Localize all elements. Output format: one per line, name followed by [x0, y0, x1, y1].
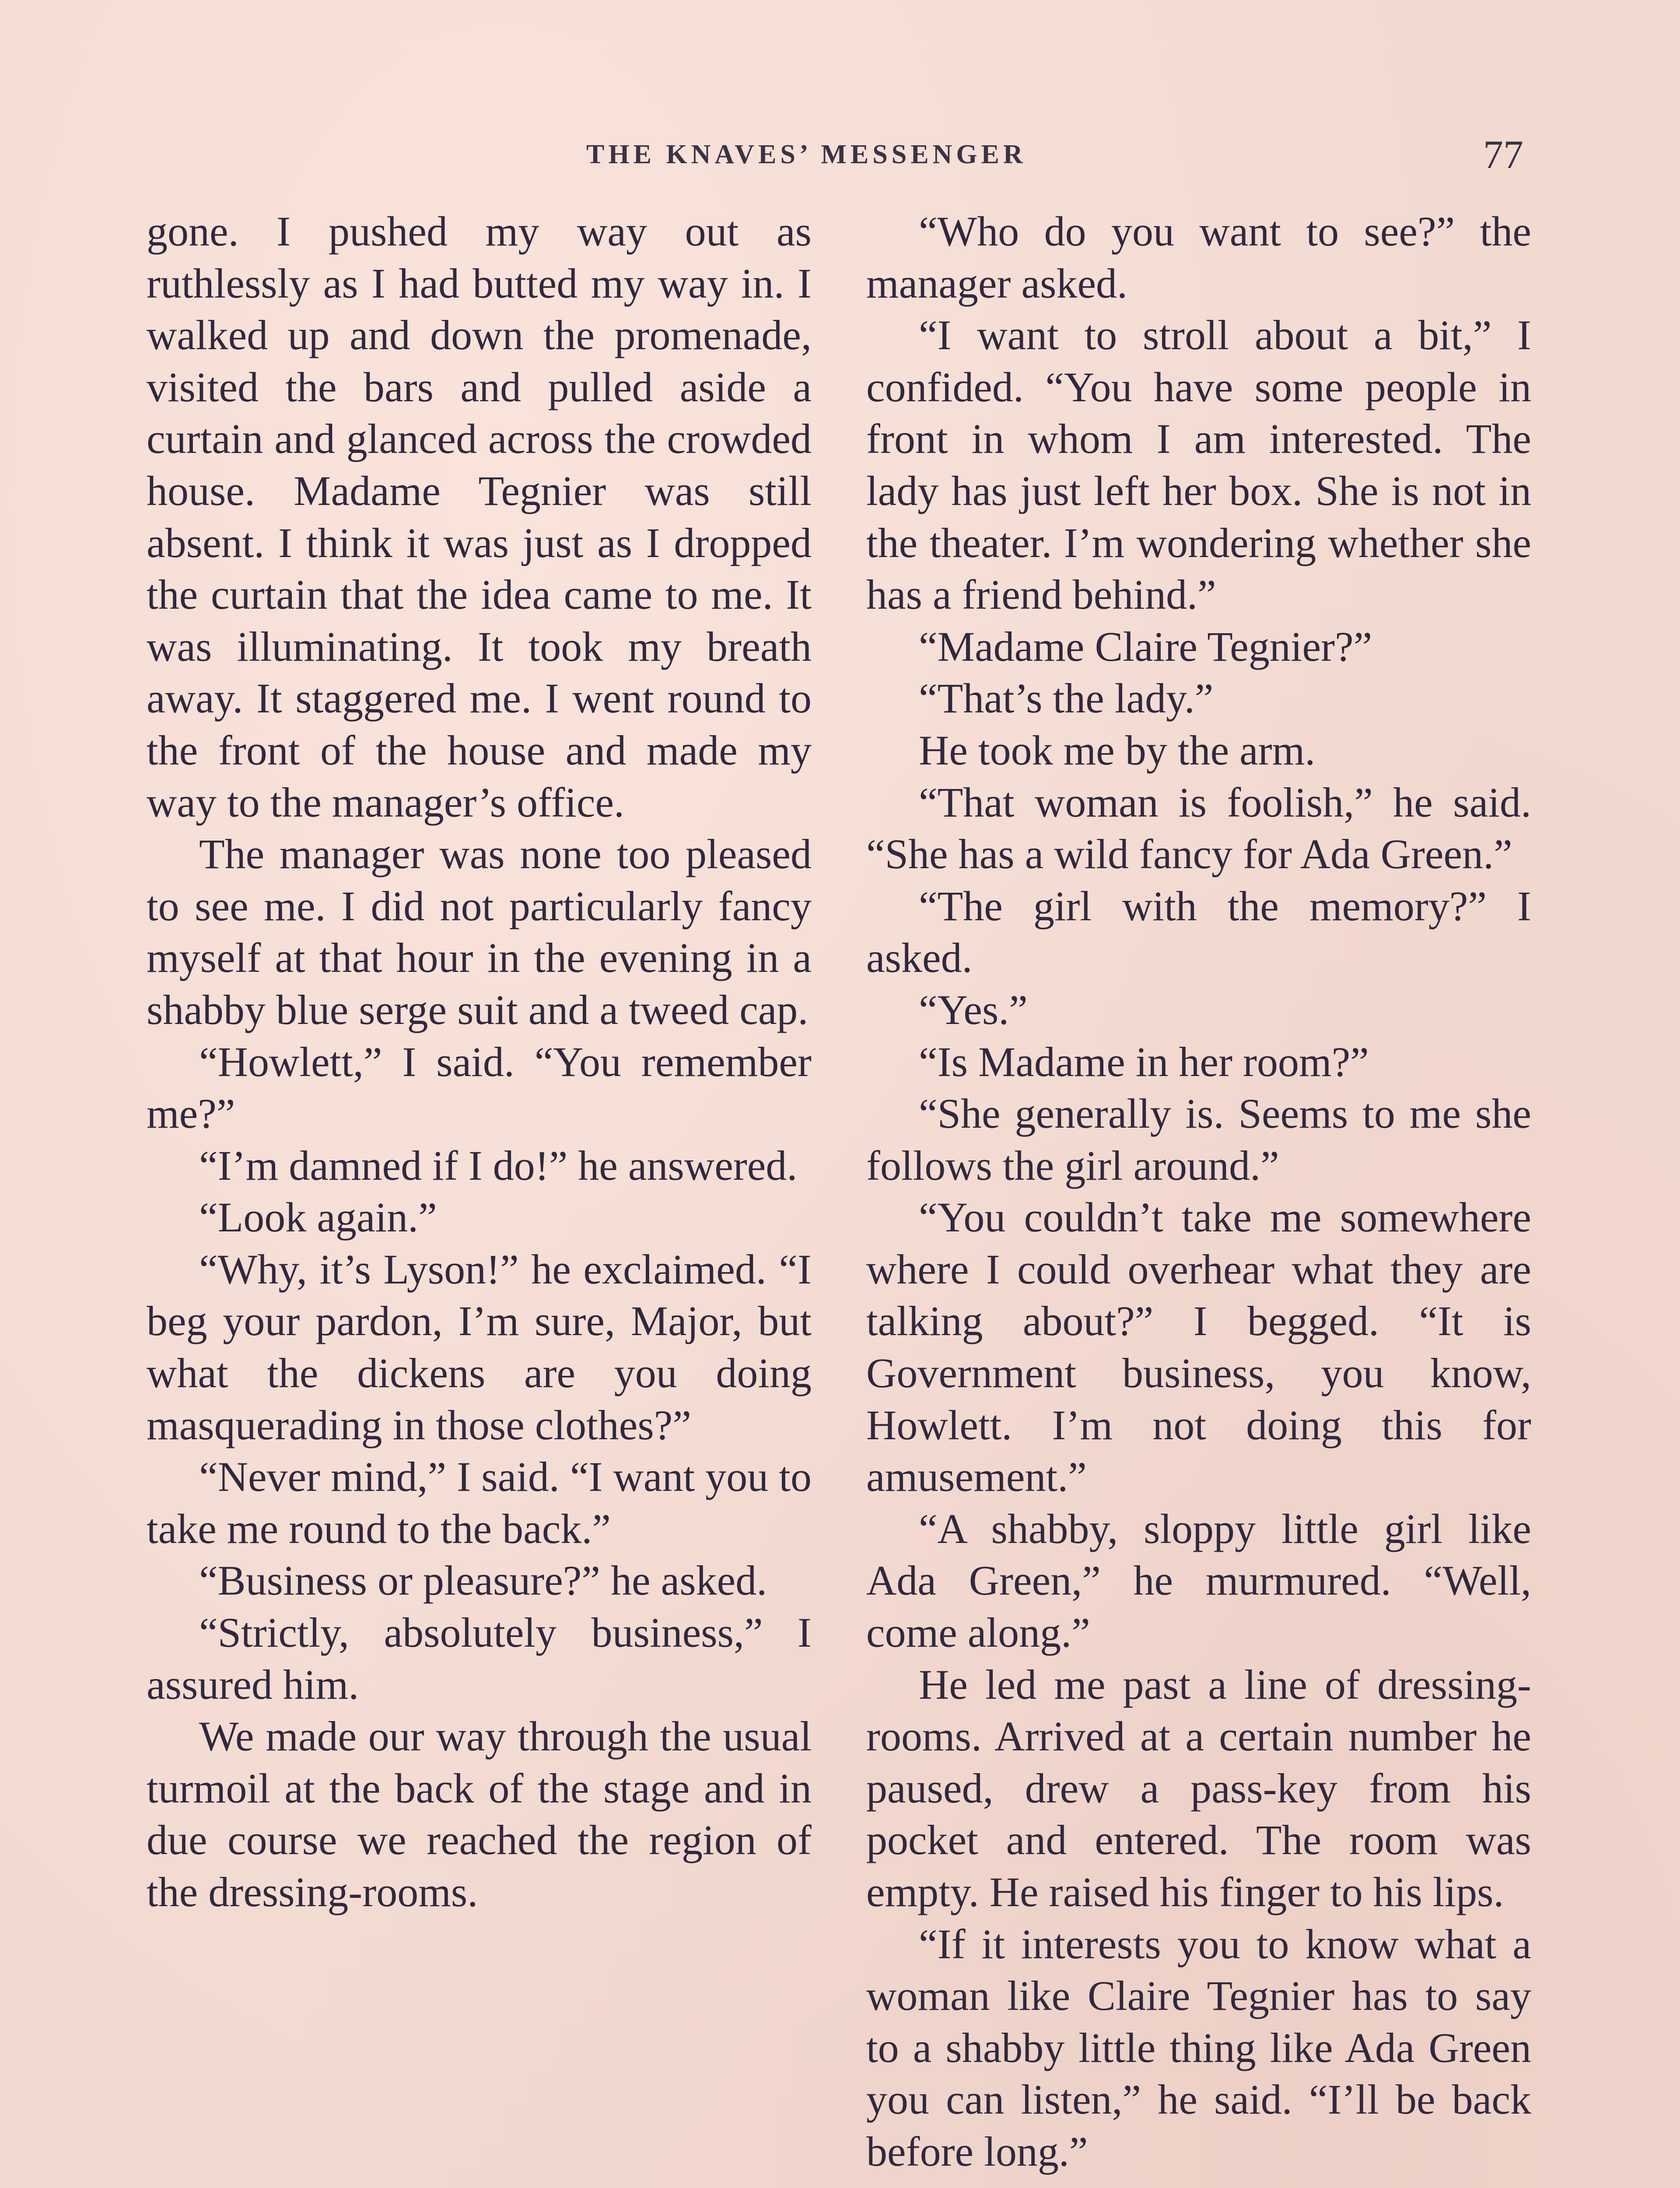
paragraph: We made our way through the usual turmoil at the back of the stage and in due course we reached the region of the dressing-rooms.: [147, 1713, 812, 1915]
paragraph: “Madame Claire Tegnier?”: [919, 623, 1372, 670]
paragraph: “I’m damned if I do!” he answered.: [199, 1142, 798, 1189]
paragraph: “That woman is foolish,” he said. “She has a wild fancy for Ada Green.”: [866, 778, 1531, 878]
paragraph: “Is Madame in her room?”: [919, 1038, 1369, 1085]
left-text-column: [147, 206, 812, 1918]
paragraph: “You couldn’t take me somewhere where I could overhear what they are talking about?” I begged. “It is Government business, you know, Howlett. I’m not doing this for amusement.”: [866, 1194, 1531, 1501]
paragraph: “A shabby, sloppy little girl like Ada Green,” he murmured. “Well, come along.”: [866, 1505, 1531, 1656]
right-text-column: [866, 206, 1531, 2178]
paragraph: “I want to stroll about a bit,” I confided. “You have some people in front in whom I am interested. The lady has just left her box. She is not in the theater. I’m wondering whether she has a friend behind.”: [866, 312, 1531, 618]
paragraph: He led me past a line of dressing-rooms. Arrived at a certain number he paused, drew a pass-key from his pocket and entered. The room was empty. He raised his finger to his lips.: [866, 1661, 1531, 1915]
paragraph: He took me by the arm.: [919, 726, 1316, 774]
paragraph: “The girl with the memory?” I asked.: [866, 882, 1531, 982]
paragraph: “Howlett,” I said. “You remember me?”: [147, 1038, 812, 1137]
paragraph: “Look again.”: [199, 1194, 437, 1241]
paragraph: gone. I pushed my way out as ruthlessly as I had butted my way in. I walked up and down the promenade, visited the bars and pulled aside a curtain and glanced across the crowded house. Madame Tegnier was still absent. I think it was just as I dropped the curtain that the idea came to me. It was illuminating. It took my breath away. It staggered me. I went round to the front of the house and made my way to the manager’s office.: [147, 208, 812, 826]
paragraph: “Business or pleasure?” he asked.: [199, 1557, 767, 1604]
paragraph: “If it interests you to know what a woman like Claire Tegnier has to say to a shabby little thing like Ada Green you can listen,” he said. “I’ll be back before long.”: [866, 1920, 1531, 2175]
paragraph: “That’s the lady.”: [919, 675, 1214, 722]
paragraph: “Why, it’s Lyson!” he exclaimed. “I beg your pardon, I’m sure, Major, but what the dickens are you doing masquerading in those clothes?”: [147, 1245, 812, 1448]
paragraph: “Yes.”: [919, 986, 1028, 1033]
running-title: THE KNAVES’ MESSENGER: [586, 140, 1027, 169]
paragraph: “Who do you want to see?” the manager asked.: [866, 208, 1531, 307]
page-number: 77: [1483, 132, 1523, 177]
paragraph: “She generally is. Seems to me she follows the girl around.”: [866, 1090, 1531, 1189]
paragraph: The manager was none too pleased to see me. I did not particularly fancy myself at that hour in the evening in a shabby blue serge suit and a tweed cap.: [147, 831, 812, 1033]
paragraph: “Never mind,” I said. “I want you to take me round to the back.”: [147, 1453, 812, 1552]
paragraph: “Strictly, absolutely business,” I assured him.: [147, 1609, 812, 1708]
